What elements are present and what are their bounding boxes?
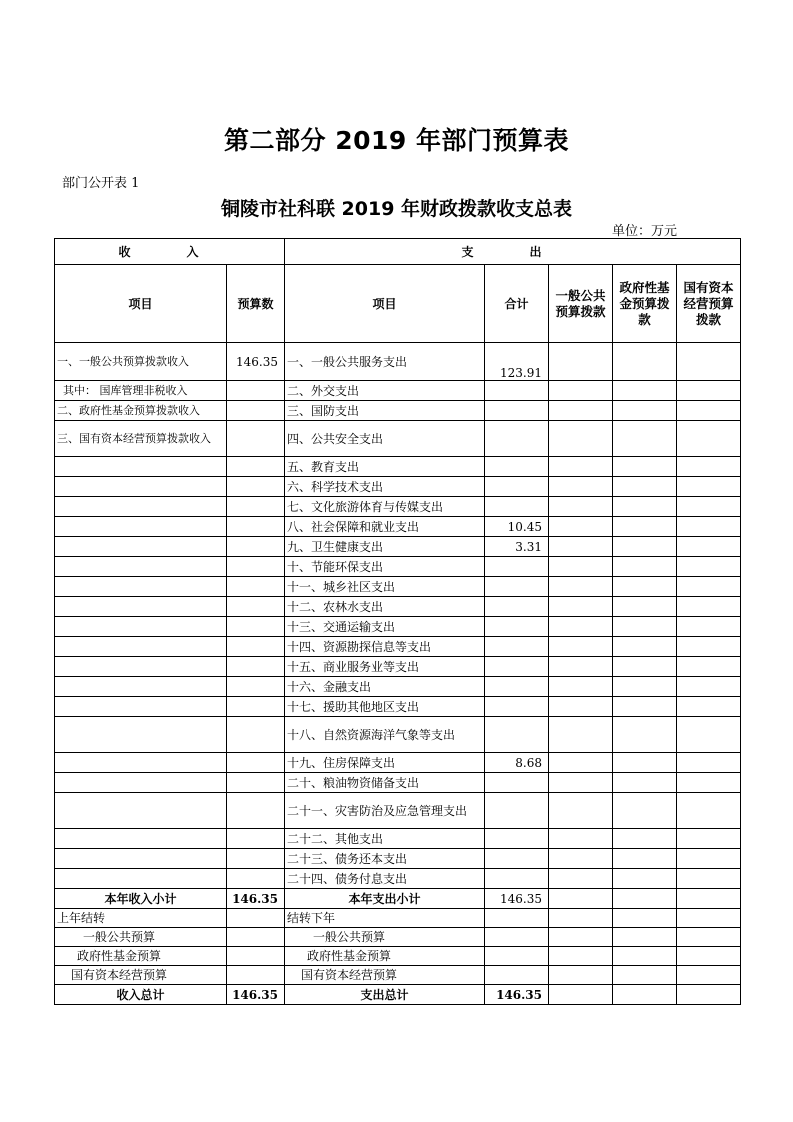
table-row — [55, 421, 741, 457]
page-title: 第二部分 2019 年部门预算表 — [224, 126, 569, 155]
expense-item-cell: 四、公共安全支出 — [285, 421, 485, 457]
expense-item-cell: 二十三、债务还本支出 — [285, 849, 485, 869]
expense-fund-cell — [613, 889, 677, 909]
expense-general-cell — [549, 421, 613, 457]
expense-carry-label: 国有资本经营预算 — [285, 966, 485, 985]
income-item-cell — [55, 637, 227, 657]
expense-fund-cell — [613, 947, 677, 966]
expense-item-cell: 一、一般公共服务支出 — [285, 343, 485, 381]
expense-state-cell — [677, 557, 741, 577]
expense-general-cell — [549, 597, 613, 617]
expense-fund-cell — [613, 793, 677, 829]
column-header-row — [55, 265, 741, 343]
expense-item-cell: 二十二、其他支出 — [285, 829, 485, 849]
expense-total-cell — [485, 577, 549, 597]
expense-general-cell — [549, 966, 613, 985]
expense-general-cell — [549, 401, 613, 421]
expense-item-cell: 二十一、灾害防治及应急管理支出 — [285, 793, 485, 829]
income-item-cell — [55, 829, 227, 849]
income-carry-label: 政府性基金预算 — [55, 947, 227, 966]
expense-carry-value — [485, 928, 549, 947]
expense-state-cell — [677, 717, 741, 753]
total-row — [55, 985, 741, 1005]
expense-subtotal-value: 146.35 — [485, 889, 549, 909]
subtotal-row — [55, 889, 741, 909]
expense-state-cell — [677, 793, 741, 829]
expense-fund-cell — [613, 457, 677, 477]
expense-total-cell: 3.31 — [485, 537, 549, 557]
income-value-cell — [227, 753, 285, 773]
table-row — [55, 517, 741, 537]
income-item-cell — [55, 577, 227, 597]
expense-state-cell — [677, 497, 741, 517]
income-item-cell — [55, 849, 227, 869]
expense-carry-label: 政府性基金预算 — [285, 947, 485, 966]
expense-fund-cell — [613, 557, 677, 577]
expense-item-cell: 五、教育支出 — [285, 457, 485, 477]
expense-item-cell: 十四、资源勘探信息等支出 — [285, 637, 485, 657]
expense-item-cell: 七、文化旅游体育与传媒支出 — [285, 497, 485, 517]
table-row — [55, 793, 741, 829]
expense-total-cell — [485, 717, 549, 753]
income-budget-header: 预算数 — [227, 265, 285, 343]
income-value-cell — [227, 849, 285, 869]
table-row — [55, 343, 741, 381]
carry-row — [55, 966, 741, 985]
expense-total-label: 支出总计 — [285, 985, 485, 1005]
expense-general-cell — [549, 717, 613, 753]
table-row — [55, 577, 741, 597]
income-item-cell: 二、政府性基金预算拨款收入 — [55, 401, 227, 421]
income-subtotal-value: 146.35 — [227, 889, 285, 909]
income-value-cell — [227, 401, 285, 421]
expense-state-cell — [677, 928, 741, 947]
expense-item-cell: 三、国防支出 — [285, 401, 485, 421]
income-value-cell — [227, 537, 285, 557]
expense-item-cell: 十七、援助其他地区支出 — [285, 697, 485, 717]
expense-total-cell — [485, 557, 549, 577]
income-total-value: 146.35 — [227, 985, 285, 1005]
expense-state-cell — [677, 401, 741, 421]
table-title: 铜陵市社科联 2019 年财政拨款收支总表 — [220, 198, 573, 220]
expense-fund-cell — [613, 577, 677, 597]
expense-total-cell: 123.91 — [485, 343, 549, 381]
expense-general-cell — [549, 617, 613, 637]
income-total-label: 收入总计 — [55, 985, 227, 1005]
expense-total-cell: 10.45 — [485, 517, 549, 537]
income-item-cell — [55, 793, 227, 829]
expense-state-header: 国有资本经营预算拨款 — [677, 265, 741, 343]
expense-carry-label: 结转下年 — [285, 909, 485, 928]
expense-item-cell: 十三、交通运输支出 — [285, 617, 485, 637]
table-code: 部门公开表 1 — [62, 176, 140, 191]
expense-carry-value — [485, 966, 549, 985]
table-row — [55, 557, 741, 577]
expense-total-cell — [485, 617, 549, 637]
expense-fund-cell — [613, 343, 677, 381]
income-value-cell: 146.35 — [227, 343, 285, 381]
expense-state-cell — [677, 597, 741, 617]
expense-general-cell — [549, 697, 613, 717]
expense-fund-cell — [613, 381, 677, 401]
expense-fund-cell — [613, 717, 677, 753]
expense-item-cell: 二十四、债务付息支出 — [285, 869, 485, 889]
expense-item-cell: 二、外交支出 — [285, 381, 485, 401]
income-value-cell — [227, 677, 285, 697]
expense-state-cell — [677, 909, 741, 928]
expense-general-cell — [549, 889, 613, 909]
income-value-cell — [227, 637, 285, 657]
expense-total-cell — [485, 793, 549, 829]
income-item-cell — [55, 677, 227, 697]
table-row — [55, 537, 741, 557]
expense-item-cell: 十五、商业服务业等支出 — [285, 657, 485, 677]
expense-state-cell — [677, 869, 741, 889]
table-row — [55, 597, 741, 617]
expense-item-cell: 十二、农林水支出 — [285, 597, 485, 617]
expense-item-cell: 十、节能环保支出 — [285, 557, 485, 577]
expense-general-header: 一般公共预算拨款 — [549, 265, 613, 343]
table-row — [55, 753, 741, 773]
income-item-header: 项目 — [55, 265, 227, 343]
expense-state-cell — [677, 421, 741, 457]
expense-general-cell — [549, 497, 613, 517]
income-item-cell — [55, 457, 227, 477]
expense-state-cell — [677, 477, 741, 497]
income-carry-value — [227, 966, 285, 985]
expense-total-cell — [485, 677, 549, 697]
expense-fund-cell — [613, 829, 677, 849]
income-value-cell — [227, 477, 285, 497]
table-row — [55, 477, 741, 497]
income-item-cell — [55, 517, 227, 537]
expense-carry-value — [485, 909, 549, 928]
expense-total-cell — [485, 773, 549, 793]
expense-state-cell — [677, 753, 741, 773]
expense-general-cell — [549, 928, 613, 947]
income-value-cell — [227, 497, 285, 517]
income-carry-value — [227, 928, 285, 947]
expense-state-cell — [677, 985, 741, 1005]
income-value-cell — [227, 557, 285, 577]
expense-fund-cell — [613, 421, 677, 457]
expense-section-header: 支 出 — [285, 239, 741, 265]
expense-total-value: 146.35 — [485, 985, 549, 1005]
expense-fund-cell — [613, 928, 677, 947]
income-value-cell — [227, 829, 285, 849]
income-value-cell — [227, 617, 285, 637]
expense-fund-cell — [613, 597, 677, 617]
income-subtotal-label: 本年收入小计 — [55, 889, 227, 909]
expense-general-cell — [549, 477, 613, 497]
table-body — [55, 239, 741, 1005]
expense-general-cell — [549, 909, 613, 928]
expense-state-cell — [677, 657, 741, 677]
table-row — [55, 381, 741, 401]
expense-total-cell — [485, 829, 549, 849]
expense-fund-cell — [613, 869, 677, 889]
expense-item-cell: 十九、住房保障支出 — [285, 753, 485, 773]
expense-state-cell — [677, 381, 741, 401]
income-value-cell — [227, 517, 285, 537]
carry-row — [55, 947, 741, 966]
expense-item-cell: 八、社会保障和就业支出 — [285, 517, 485, 537]
expense-fund-header: 政府性基金预算拨款 — [613, 265, 677, 343]
income-item-cell — [55, 497, 227, 517]
income-value-cell — [227, 597, 285, 617]
income-section-header: 收 入 — [55, 239, 285, 265]
expense-state-cell — [677, 889, 741, 909]
income-carry-label: 上年结转 — [55, 909, 227, 928]
carry-row — [55, 928, 741, 947]
table-row — [55, 773, 741, 793]
expense-fund-cell — [613, 677, 677, 697]
income-value-cell — [227, 869, 285, 889]
income-item-cell — [55, 657, 227, 677]
expense-item-cell: 十六、金融支出 — [285, 677, 485, 697]
expense-general-cell — [549, 657, 613, 677]
expense-fund-cell — [613, 617, 677, 637]
expense-state-cell — [677, 343, 741, 381]
section-header-row — [55, 239, 741, 265]
expense-general-cell — [549, 637, 613, 657]
income-item-cell — [55, 717, 227, 753]
expense-fund-cell — [613, 966, 677, 985]
expense-general-cell — [549, 947, 613, 966]
table-row — [55, 677, 741, 697]
income-item-cell — [55, 697, 227, 717]
income-item-cell — [55, 753, 227, 773]
income-item-cell — [55, 597, 227, 617]
expense-total-cell — [485, 477, 549, 497]
expense-general-cell — [549, 985, 613, 1005]
expense-item-cell: 十八、自然资源海洋气象等支出 — [285, 717, 485, 753]
expense-item-cell: 六、科学技术支出 — [285, 477, 485, 497]
expense-state-cell — [677, 577, 741, 597]
income-value-cell — [227, 657, 285, 677]
expense-general-cell — [549, 829, 613, 849]
expense-total-cell: 8.68 — [485, 753, 549, 773]
expense-state-cell — [677, 677, 741, 697]
expense-fund-cell — [613, 753, 677, 773]
table-row — [55, 401, 741, 421]
expense-total-cell — [485, 697, 549, 717]
expense-fund-cell — [613, 657, 677, 677]
expense-general-cell — [549, 517, 613, 537]
income-value-cell — [227, 381, 285, 401]
expense-state-cell — [677, 966, 741, 985]
income-item-cell — [55, 477, 227, 497]
income-carry-value — [227, 909, 285, 928]
expense-item-cell: 二十、粮油物资储备支出 — [285, 773, 485, 793]
expense-state-cell — [677, 537, 741, 557]
expense-state-cell — [677, 773, 741, 793]
expense-total-cell — [485, 381, 549, 401]
income-item-cell: 三、国有资本经营预算拨款收入 — [55, 421, 227, 457]
expense-fund-cell — [613, 697, 677, 717]
expense-fund-cell — [613, 909, 677, 928]
expense-total-cell — [485, 597, 549, 617]
income-item-cell — [55, 869, 227, 889]
table-row — [55, 617, 741, 637]
income-value-cell — [227, 421, 285, 457]
income-item-cell: 其中： 国库管理非税收入 — [55, 381, 227, 401]
income-item-cell — [55, 537, 227, 557]
table-row — [55, 849, 741, 869]
expense-total-cell — [485, 421, 549, 457]
income-value-cell — [227, 793, 285, 829]
expense-general-cell — [549, 381, 613, 401]
budget-table — [54, 238, 741, 1005]
table-row — [55, 637, 741, 657]
income-value-cell — [227, 773, 285, 793]
income-carry-label: 国有资本经营预算 — [55, 966, 227, 985]
expense-item-header: 项目 — [285, 265, 485, 343]
table-row — [55, 869, 741, 889]
expense-general-cell — [549, 537, 613, 557]
income-value-cell — [227, 577, 285, 597]
expense-total-header: 合计 — [485, 265, 549, 343]
expense-fund-cell — [613, 537, 677, 557]
expense-total-cell — [485, 657, 549, 677]
expense-state-cell — [677, 457, 741, 477]
table-row — [55, 829, 741, 849]
expense-general-cell — [549, 577, 613, 597]
expense-total-cell — [485, 869, 549, 889]
expense-state-cell — [677, 517, 741, 537]
expense-general-cell — [549, 457, 613, 477]
expense-general-cell — [549, 343, 613, 381]
expense-fund-cell — [613, 517, 677, 537]
expense-general-cell — [549, 849, 613, 869]
expense-fund-cell — [613, 497, 677, 517]
expense-total-cell — [485, 637, 549, 657]
unit-label: 单位：万元 — [612, 224, 678, 239]
expense-carry-label: 一般公共预算 — [285, 928, 485, 947]
expense-total-cell — [485, 401, 549, 421]
income-carry-label: 一般公共预算 — [55, 928, 227, 947]
expense-subtotal-label: 本年支出小计 — [285, 889, 485, 909]
expense-fund-cell — [613, 401, 677, 421]
income-value-cell — [227, 697, 285, 717]
expense-total-cell — [485, 457, 549, 477]
expense-general-cell — [549, 773, 613, 793]
table-row — [55, 497, 741, 517]
expense-state-cell — [677, 637, 741, 657]
expense-general-cell — [549, 557, 613, 577]
table-row — [55, 717, 741, 753]
expense-state-cell — [677, 947, 741, 966]
expense-state-cell — [677, 617, 741, 637]
income-carry-value — [227, 947, 285, 966]
expense-item-cell: 十一、城乡社区支出 — [285, 577, 485, 597]
expense-general-cell — [549, 869, 613, 889]
income-item-cell: 一、一般公共预算拨款收入 — [55, 343, 227, 381]
expense-state-cell — [677, 829, 741, 849]
expense-state-cell — [677, 849, 741, 869]
expense-fund-cell — [613, 637, 677, 657]
expense-total-cell — [485, 497, 549, 517]
income-item-cell — [55, 617, 227, 637]
expense-fund-cell — [613, 477, 677, 497]
table-row — [55, 697, 741, 717]
expense-fund-cell — [613, 849, 677, 869]
income-item-cell — [55, 773, 227, 793]
expense-fund-cell — [613, 773, 677, 793]
expense-state-cell — [677, 697, 741, 717]
carry-row — [55, 909, 741, 928]
expense-fund-cell — [613, 985, 677, 1005]
expense-item-cell: 九、卫生健康支出 — [285, 537, 485, 557]
expense-general-cell — [549, 677, 613, 697]
expense-general-cell — [549, 793, 613, 829]
table-row — [55, 457, 741, 477]
expense-total-cell — [485, 849, 549, 869]
income-value-cell — [227, 717, 285, 753]
expense-carry-value — [485, 947, 549, 966]
expense-general-cell — [549, 753, 613, 773]
table-row — [55, 657, 741, 677]
income-value-cell — [227, 457, 285, 477]
income-item-cell — [55, 557, 227, 577]
